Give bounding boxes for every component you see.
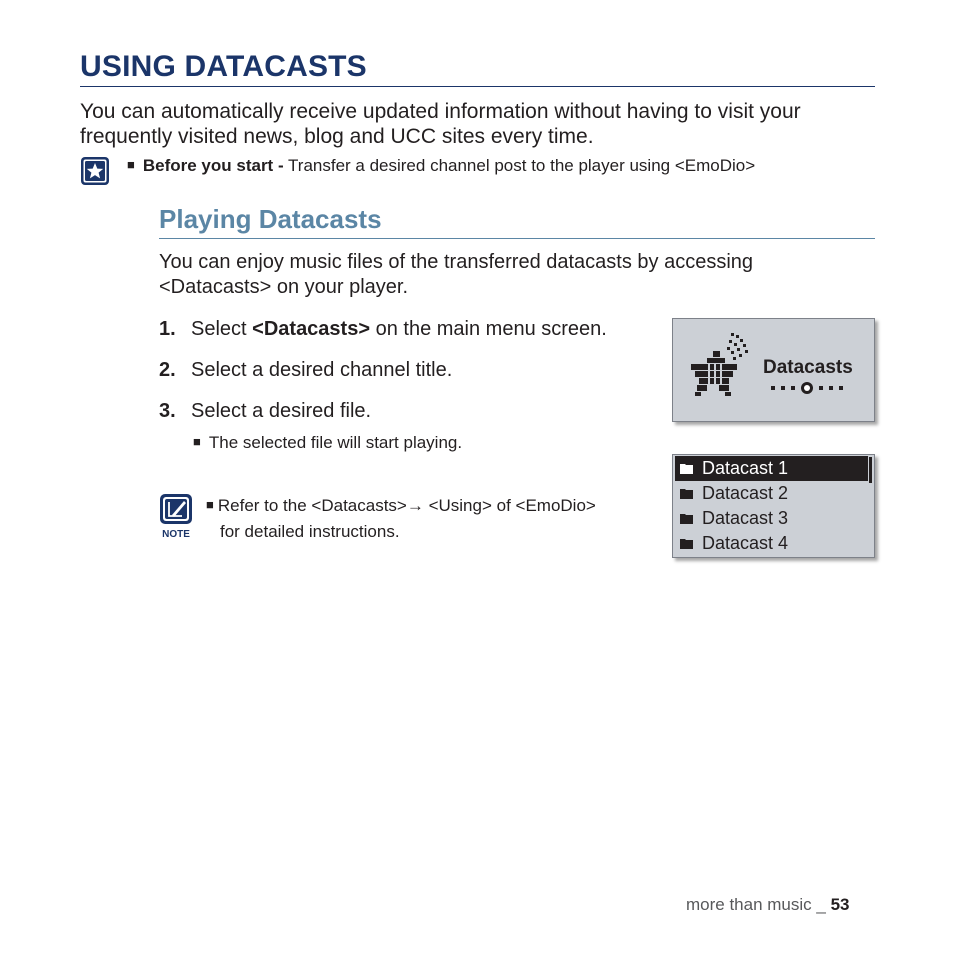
page-footer [686, 895, 849, 915]
step-text-after: on the main menu screen. [370, 318, 607, 340]
before-text: Transfer a desired channel post to the player using <EmoDio> [283, 156, 756, 175]
step-3 [159, 400, 371, 423]
bullet-square: ■ [193, 434, 201, 449]
note-icon [158, 492, 194, 540]
bullet-text: The selected file will start playing. [208, 433, 463, 452]
step-number: 1. [159, 318, 176, 340]
folder-icon [680, 513, 693, 524]
datacast-star-icon [689, 331, 761, 405]
list-item-label: Datacast 4 [702, 533, 789, 553]
step-2 [159, 359, 452, 382]
star-icon [80, 156, 110, 186]
page-title: USING DATACASTS [80, 50, 367, 83]
note-line-1 [206, 492, 596, 519]
before-you-start [127, 156, 755, 176]
list-item-label: Datacast 2 [702, 483, 789, 503]
step-number: 3. [159, 400, 176, 422]
step-3-bullet [193, 433, 462, 453]
step-text: Select [191, 318, 253, 340]
note-line-1-text: Refer to the <Datacasts>→ <Using> of <EmoDio> [217, 496, 596, 515]
title-rule [80, 86, 875, 87]
intro-paragraph: You can automatically receive updated information without having to visit your frequently visited news, blog and UCC sites every time. [80, 100, 801, 148]
list-item-label: Datacast 3 [702, 508, 789, 528]
folder-icon [680, 463, 693, 474]
section-title: Playing Datacasts [159, 204, 382, 234]
before-label: Before you start - [142, 156, 284, 175]
list-item[interactable] [675, 506, 868, 531]
menu-position-indicator [769, 380, 849, 396]
note-text [206, 492, 596, 545]
note-icon-label: NOTE [162, 529, 190, 540]
note-line-2: for detailed instructions. [220, 522, 400, 541]
folder-icon [680, 488, 693, 499]
folder-icon [680, 538, 693, 549]
datacasts-label: Datacasts [763, 357, 853, 378]
list-item[interactable] [675, 481, 868, 506]
player-screen-datacast-list [672, 454, 875, 558]
scrollbar[interactable] [869, 457, 872, 483]
step-number: 2. [159, 359, 176, 381]
list-item-label: Datacast 1 [702, 458, 789, 478]
list-item[interactable] [675, 456, 868, 481]
step-1 [159, 318, 607, 341]
step-text: Select a desired file. [191, 400, 372, 422]
section-paragraph: You can enjoy music files of the transferred datacasts by accessing <Datacasts> on your player. [159, 251, 754, 298]
section-rule [159, 238, 875, 239]
step-text: Select a desired channel title. [191, 359, 453, 381]
player-screen-main-menu [672, 318, 875, 422]
page-number: 53 [830, 895, 850, 914]
bullet-square: ■ [127, 157, 135, 172]
footer-text: more than music _ [686, 895, 831, 914]
list-item[interactable] [675, 531, 868, 556]
bullet-square: ■ [206, 497, 214, 512]
step-bold: <Datacasts> [252, 318, 371, 340]
